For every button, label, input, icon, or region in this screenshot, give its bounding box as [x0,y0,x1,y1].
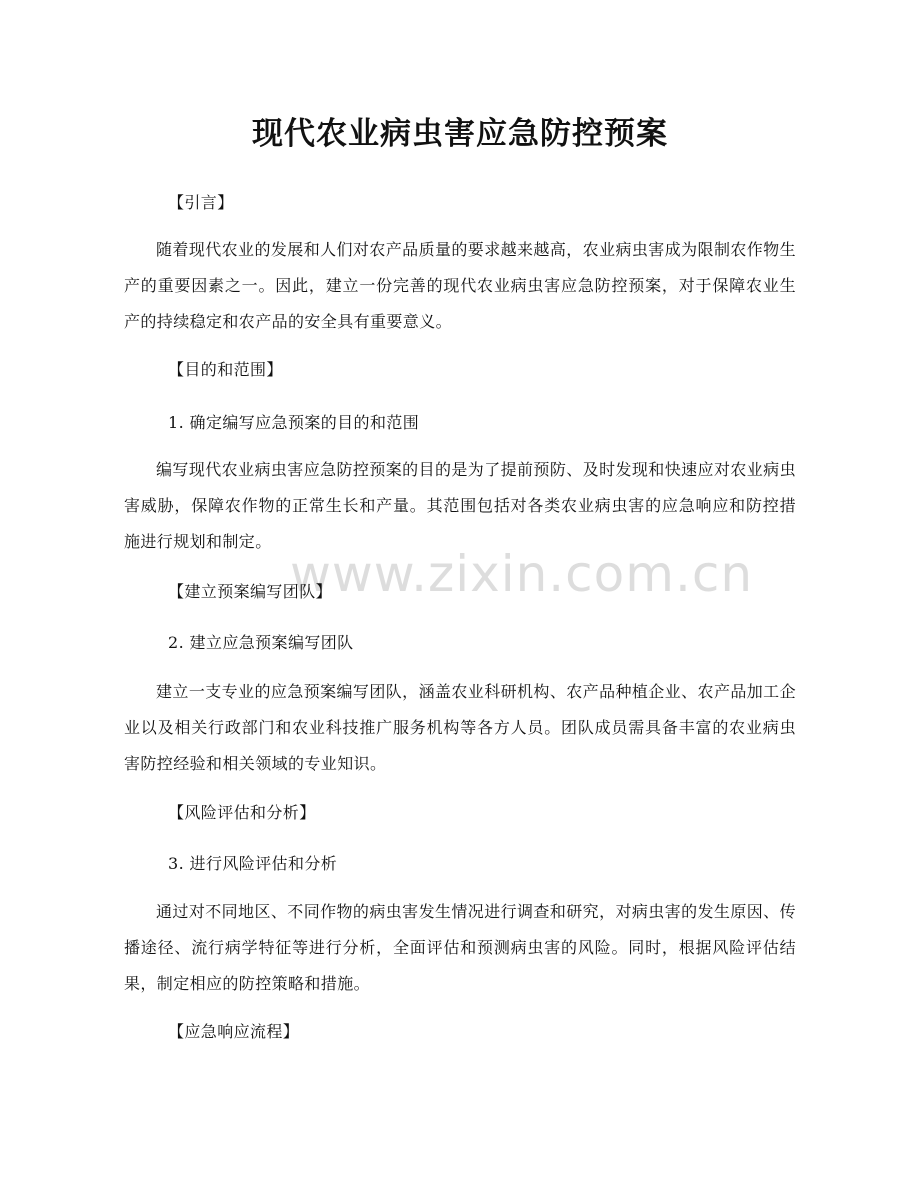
list-item-team: 2. 建立应急预案编写团队 [168,633,354,652]
section-heading-intro: 【引言】 [168,193,234,212]
section-heading-purpose: 【目的和范围】 [168,360,283,379]
section-heading-response: 【应急响应流程】 [168,1022,300,1041]
paragraph-team: 建立一支专业的应急预案编写团队，涵盖农业科研机构、农产品种植企业、农产品加工企业以及相关行政部门和农业科技推广服务机构等各方人员。团队成员需具备丰富的农业病虫害防控经验和相关领域的专业知识。 [124,682,796,773]
list-item-purpose: 1. 确定编写应急预案的目的和范围 [168,413,420,432]
paragraph-intro: 随着现代农业的发展和人们对农产品质量的要求越来越高，农业病虫害成为限制农作物生产的重要因素之一。因此，建立一份完善的现代农业病虫害应急防控预案，对于保障农业生产的持续稳定和农产品的安全具有重要意义。 [124,240,796,331]
document-title: 现代农业病虫害应急防控预案 [252,116,668,152]
section-heading-risk: 【风险评估和分析】 [168,803,316,822]
list-item-risk: 3. 进行风险评估和分析 [168,854,338,873]
paragraph-risk: 通过对不同地区、不同作物的病虫害发生情况进行调查和研究，对病虫害的发生原因、传播途径、流行病学特征等进行分析，全面评估和预测病虫害的风险。同时，根据风险评估结果，制定相应的防控策略和措施。 [124,902,796,993]
watermark: www.zixin.com.cn [290,545,754,603]
paragraph-purpose: 编写现代农业病虫害应急防控预案的目的是为了提前预防、及时发现和快速应对农业病虫害威胁，保障农作物的正常生长和产量。其范围包括对各类农业病虫害的应急响应和防控措施进行规划和制定。 [124,460,796,551]
section-heading-team: 【建立预案编写团队】 [168,582,333,601]
